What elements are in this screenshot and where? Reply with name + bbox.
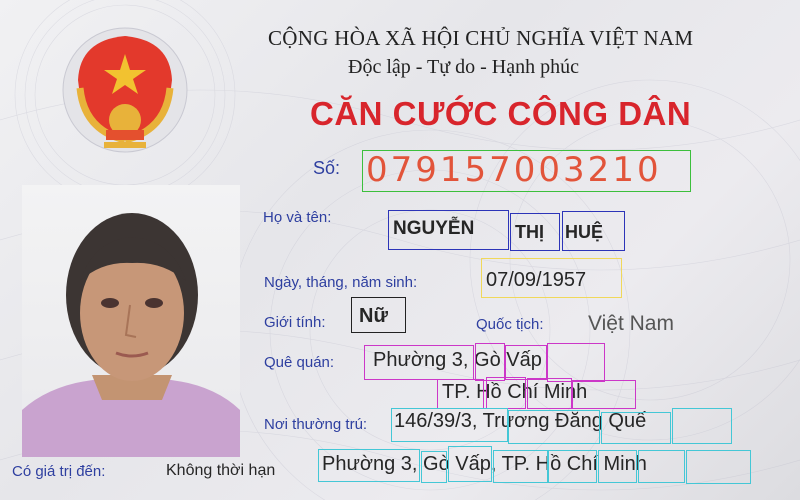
residence-line-2: Phường 3, Gò Vấp, TP. Hồ Chí Minh [322,453,647,475]
card-title: CĂN CƯỚC CÔNG DÂN [310,95,692,132]
expiry-label: Có giá trị đến: [12,463,106,480]
residence-label: Nơi thường trú: [264,416,368,433]
sex-label: Giới tính: [264,314,326,331]
motto-heading: Độc lập - Tự do - Hạnh phúc [348,56,579,78]
country-heading: CỘNG HÒA XÃ HỘI CHỦ NGHĨA VIỆT NAM [268,26,694,50]
id-number: 079157003210 [366,150,662,190]
name-word-3: HUỆ [565,222,604,242]
residence-line-1: 146/39/3, Trương Đăng Quế [394,410,647,432]
number-label: Số: [313,158,341,178]
national-emblem-icon [50,18,200,168]
name-word-2: THỊ [515,222,544,242]
origin-label: Quê quán: [264,354,335,371]
name-label: Họ và tên: [263,209,332,226]
portrait-photo [22,185,240,457]
nationality-label: Quốc tịch: [476,316,544,333]
name-word-1: NGUYỄN [393,218,475,239]
nationality-value: Việt Nam [588,312,674,335]
sex-value: Nữ [359,305,388,327]
portrait-figure-icon [22,185,240,457]
origin-line-2: TP. Hồ Chí Minh [442,381,588,403]
origin-line-1: Phường 3, Gò Vấp [373,349,542,371]
dob-label: Ngày, tháng, năm sinh: [264,274,418,291]
expiry-value: Không thời hạn [166,462,276,479]
dob-value: 07/09/1957 [486,269,587,291]
